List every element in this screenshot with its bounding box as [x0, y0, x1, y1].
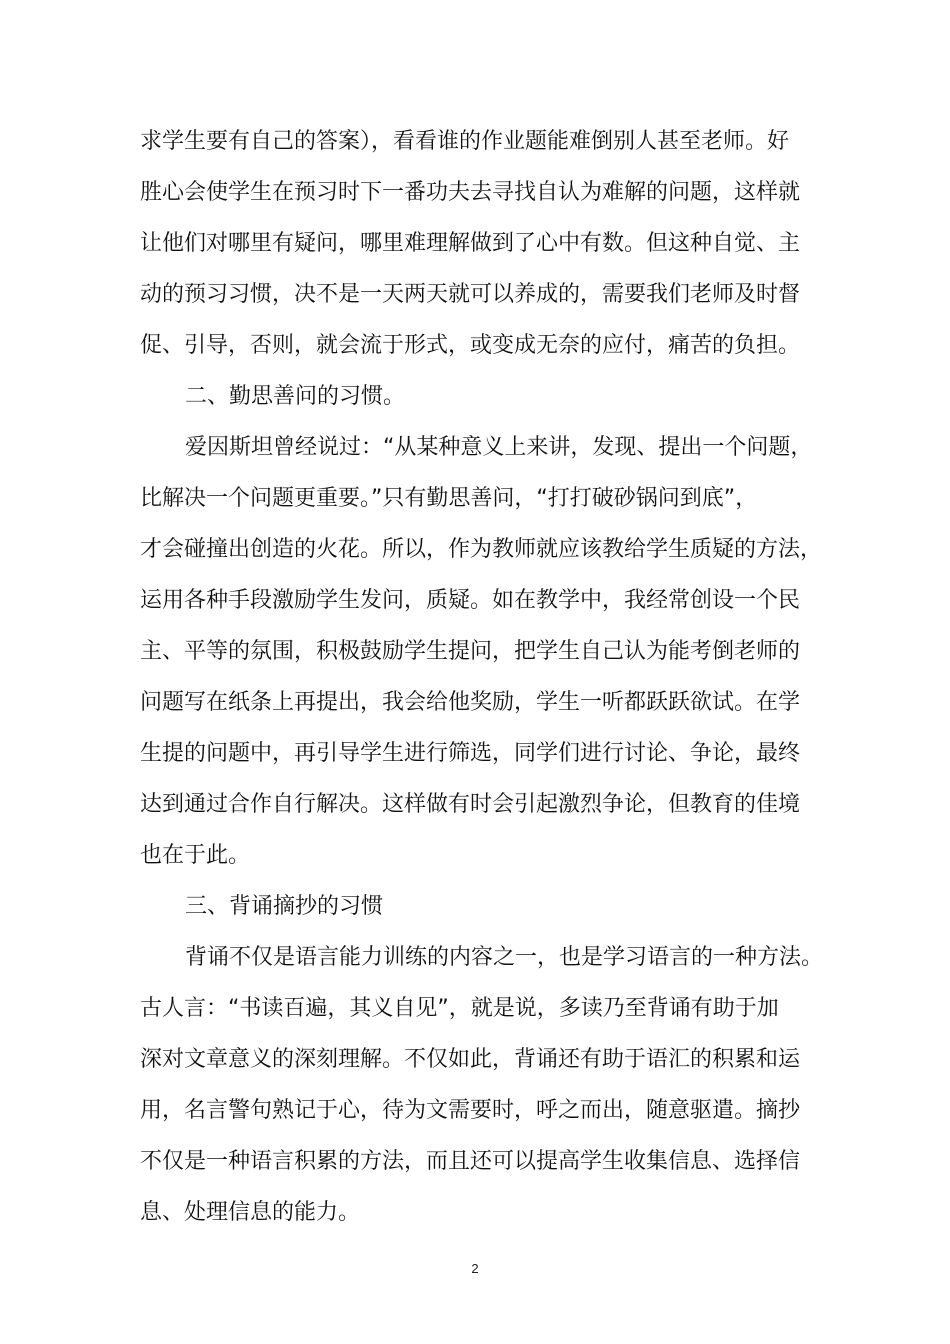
text-line: 运用各种手段激励学生发问，质疑。如在教学中，我经常创设一个民 [140, 588, 801, 613]
text-line: 动的预习习惯，决不是一天两天就可以养成的，需要我们老师及时督 [140, 282, 801, 307]
text-line: 深对文章意义的深刻理解。不仅如此，背诵还有助于语汇的积累和运 [140, 1047, 801, 1072]
section-heading: 三、背诵摘抄的习惯 [185, 894, 384, 919]
text-line: 达到通过合作自行解决。这样做有时会引起激烈争论，但教育的佳境 [140, 792, 801, 817]
text-line: 用，名言警句熟记于心，待为文需要时，呼之而出，随意驱遣。摘抄 [140, 1098, 801, 1123]
text-line: 背诵不仅是语言能力训练的内容之一，也是学习语言的一种方法。 [185, 945, 824, 970]
text-line: 让他们对哪里有疑问，哪里难理解做到了心中有数。但这种自觉、主 [140, 231, 801, 256]
text-line: 生提的问题中，再引导学生进行筛选，同学们进行讨论、争论，最终 [140, 741, 801, 766]
page-number: 2 [471, 1261, 479, 1276]
text-line: 问题写在纸条上再提出，我会给他奖励，学生一听都跃跃欲试。在学 [140, 690, 801, 715]
text-line: 息、处理信息的能力。 [140, 1200, 361, 1225]
text-line: 促、引导，否则，就会流于形式，或变成无奈的应付，痛苦的负担。 [140, 333, 801, 358]
text-line: 比解决一个问题更重要。”只有勤思善问，“打打破砂锅问到底”， [140, 486, 758, 511]
text-line: 古人言：“书读百遍，其义自见”，就是说，多读乃至背诵有助于加 [140, 996, 779, 1021]
text-line: 求学生要有自己的答案），看看谁的作业题能难倒别人甚至老师。好 [140, 129, 790, 154]
section-heading: 二、勤思善问的习惯。 [185, 384, 406, 409]
text-line: 也在于此。 [140, 843, 251, 868]
text-line: 才会碰撞出创造的火花。所以，作为教师就应该教给学生质疑的方法， [140, 537, 823, 562]
text-line: 爱因斯坦曾经说过：“从某种意义上来讲，发现、提出一个问题， [185, 435, 813, 460]
text-line: 主、平等的氛围，积极鼓励学生提问，把学生自己认为能考倒老师的 [140, 639, 801, 664]
text-line: 胜心会使学生在预习时下一番功夫去寻找自认为难解的问题，这样就 [140, 180, 801, 205]
text-line: 不仅是一种语言积累的方法，而且还可以提高学生收集信息、选择信 [140, 1149, 801, 1174]
